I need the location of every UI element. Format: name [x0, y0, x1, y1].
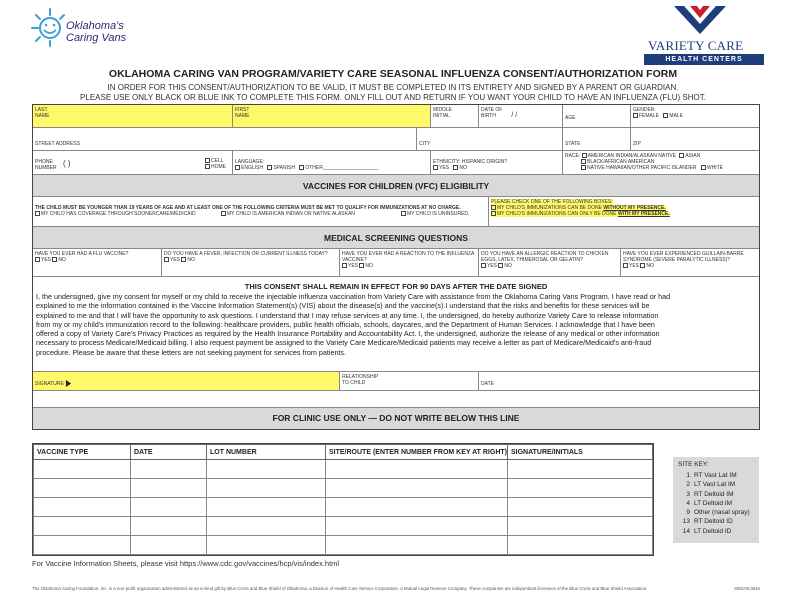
- last-name-label-2: NAME: [35, 113, 50, 119]
- table-cell[interactable]: [207, 460, 326, 479]
- first-name-field[interactable]: [233, 105, 431, 128]
- screening-q5: [621, 249, 759, 277]
- screening-q3: [340, 249, 479, 277]
- site-key-label: Other (nasal spray): [694, 509, 750, 517]
- footer: [32, 586, 760, 591]
- vfc-band: VACCINES FOR CHILDREN (VFC) ELIGIBILITY: [33, 175, 759, 197]
- gender-label: GENDER:: [633, 107, 656, 113]
- other-language-checkbox[interactable]: [299, 165, 304, 170]
- table-cell[interactable]: [131, 517, 207, 536]
- first-name-label-1: FIRST: [235, 107, 250, 113]
- language-label: LANGUAGE:: [235, 159, 265, 165]
- middle-label-2: INITIAL: [433, 113, 450, 119]
- race-asian-label: ASIAN: [685, 153, 701, 159]
- race-nh-checkbox[interactable]: [581, 165, 586, 170]
- q5-yes-label: YES: [629, 263, 640, 269]
- q5-no-checkbox[interactable]: [640, 263, 645, 268]
- screening-band: MEDICAL SCREENING QUESTIONS: [33, 227, 759, 249]
- race-black-label: BLACK/AFRICAN AMERICAN: [587, 159, 655, 165]
- signature-date-field[interactable]: [479, 371, 759, 391]
- with-presence-checkbox[interactable]: [491, 211, 496, 216]
- q1-no-label: NO: [58, 257, 66, 263]
- table-cell[interactable]: [326, 498, 508, 517]
- col-date: DATE: [131, 445, 207, 460]
- q1-yes-label: YES: [41, 257, 52, 263]
- signature-arrow-icon: [65, 380, 72, 387]
- form-title: OKLAHOMA CARING VAN PROGRAM/VARIETY CARE SEASONAL INFLUENZA CONSENT/AUTHORIZATION FORM: [108, 68, 678, 80]
- table-cell[interactable]: [131, 460, 207, 479]
- site-key-item: [678, 481, 754, 490]
- table-cell[interactable]: [34, 517, 131, 536]
- table-cell[interactable]: [34, 498, 131, 517]
- q4-no-label: NO: [504, 263, 512, 269]
- last-name-label-1: LAST: [35, 107, 48, 113]
- consent-body: [36, 292, 758, 357]
- screening-q2: [162, 249, 340, 277]
- table-cell[interactable]: [34, 460, 131, 479]
- table-row: [34, 479, 653, 498]
- table-cell[interactable]: [326, 536, 508, 555]
- q3-no-label: NO: [365, 263, 373, 269]
- q3-yes-checkbox[interactable]: [342, 263, 347, 268]
- screening-q5-text: HAVE YOU EVER EXPERIENCED GUILLAIN-BARRE SYNDROME (SEVERE PARALYTIC ILLNESS)?: [623, 251, 744, 263]
- site-key: [673, 457, 759, 543]
- screening-q4-text: DO YOU HAVE AN ALLERGIC REACTION TO CHICKEN EGGS, LATEX, THIMEROSAL OR GELATIN?: [481, 251, 609, 263]
- table-cell[interactable]: [34, 479, 131, 498]
- language-field: [233, 151, 431, 175]
- vfc-native-label: MY CHILD IS AMERICAN INDIAN OR NATIVE ALASKAN: [227, 211, 355, 217]
- site-key-num: 3: [686, 490, 690, 498]
- date-of-birth-field[interactable]: [479, 105, 563, 128]
- signature-label: SIGNATURE: [35, 380, 64, 387]
- consent-line-3: explained to me and that I will have the opportunity to ask questions. I understand that I may refuse services at any time. I, the undersigned, do hereby authorize Variety Care to release information: [36, 310, 659, 320]
- q2-no-checkbox[interactable]: [181, 257, 186, 262]
- hispanic-no-label: NO: [459, 165, 467, 171]
- ethnicity-label: ETHNICITY: HISPANIC ORIGIN?: [433, 159, 508, 165]
- vfc-uninsured-checkbox[interactable]: [401, 211, 406, 216]
- phone-area-code: ( ): [63, 159, 71, 168]
- city-label: CITY: [419, 141, 431, 147]
- home-checkbox[interactable]: [205, 164, 210, 169]
- race-black-checkbox[interactable]: [581, 159, 586, 164]
- vaccine-table: [32, 443, 654, 556]
- phone-label-2: NUMBER: [35, 165, 57, 171]
- site-key-title: SITE KEY:: [678, 461, 709, 468]
- col-lot-number: LOT NUMBER: [207, 445, 326, 460]
- table-cell[interactable]: [508, 517, 653, 536]
- oc-logo-line2: Caring Vans: [66, 32, 127, 44]
- site-key-item: [678, 509, 754, 518]
- hispanic-yes-label: YES: [439, 165, 450, 171]
- spanish-checkbox[interactable]: [267, 165, 272, 170]
- vfc-uninsured-label: MY CHILD IS UNINSURED.: [407, 211, 470, 217]
- col-signature: SIGNATURE/INITIALS: [508, 445, 653, 460]
- q5-yes-checkbox[interactable]: [623, 263, 628, 268]
- state-label: STATE: [565, 141, 581, 147]
- table-cell[interactable]: [326, 460, 508, 479]
- variety-care-logo: [640, 2, 770, 64]
- screening-q4: [479, 249, 621, 277]
- q2-yes-checkbox[interactable]: [164, 257, 169, 262]
- site-key-label: LT Deltoid IM: [694, 499, 733, 507]
- q2-yes-label: YES: [170, 257, 181, 263]
- presence-field: [489, 197, 759, 227]
- zip-label: ZIP: [633, 141, 641, 147]
- other-language-label: OTHER____________________: [305, 165, 379, 171]
- vfc-medicaid-checkbox[interactable]: [35, 211, 40, 216]
- age-label: AGE: [565, 115, 576, 121]
- table-cell[interactable]: [508, 460, 653, 479]
- vfc-criteria: [33, 197, 489, 227]
- screening-q3-text: HAVE YOU EVER HAD A REACTION TO THE INFLUENZA VACCINE?: [342, 251, 475, 263]
- middle-initial-field[interactable]: [431, 105, 479, 128]
- screening-q1: [33, 249, 162, 277]
- variety-care-mark-icon: [670, 2, 730, 36]
- col-vaccine-type: VACCINE TYPE: [34, 445, 131, 460]
- consent-line-2: explained to me the information contained in the Vaccine Information Statement(s) (VIS) about the disease(s) and the vaccine(s).I understand that the risks and benefits for these services will be: [36, 301, 650, 311]
- zip-field[interactable]: [631, 128, 759, 151]
- site-key-label: LT Deltoid ID: [694, 527, 732, 535]
- smiley-sun-icon: [30, 6, 70, 48]
- site-key-label: RT Deltoid ID: [694, 518, 733, 526]
- middle-label-1: MIDDLE: [433, 107, 452, 113]
- q5-no-label: NO: [646, 263, 654, 269]
- vc-logo-name: VARIETY CARE: [648, 38, 744, 53]
- english-label: ENGLISH: [241, 165, 263, 171]
- female-checkbox[interactable]: [633, 113, 638, 118]
- table-row: [34, 498, 653, 517]
- table-cell[interactable]: [326, 517, 508, 536]
- race-label: RACE:: [565, 153, 581, 159]
- relationship-label-1: RELATIONSHIP: [342, 374, 379, 380]
- page-header: [0, 0, 786, 68]
- english-checkbox[interactable]: [235, 165, 240, 170]
- vfc-native-checkbox[interactable]: [221, 211, 226, 216]
- table-cell[interactable]: [207, 479, 326, 498]
- q2-no-label: NO: [187, 257, 195, 263]
- site-key-label: RT Deltoid IM: [694, 490, 734, 498]
- consent-line-7: procedure. Please be aware that these letters are not seeking payment for services from patients.: [36, 347, 347, 357]
- signature-field[interactable]: [33, 371, 340, 391]
- q3-yes-label: YES: [348, 263, 359, 269]
- table-cell[interactable]: [508, 536, 653, 555]
- cell-label: CELL: [211, 158, 224, 164]
- female-label: FEMALE: [639, 113, 660, 119]
- site-key-num: 4: [686, 499, 690, 507]
- consent-form: [32, 104, 760, 430]
- table-cell[interactable]: [207, 517, 326, 536]
- phone-label-1: PHONE: [35, 159, 53, 165]
- state-field[interactable]: [563, 128, 631, 151]
- race-nh-label: NATIVE HAWAIIAN/OTHER PACIFIC ISLANDER: [587, 165, 697, 171]
- male-label: MALE: [669, 113, 684, 119]
- with-presence-label: MY CHILD'S IMMUNIZATIONS CAN ONLY BE DONE: [497, 211, 617, 217]
- site-key-item: [678, 518, 754, 527]
- screening-q2-text: DO YOU HAVE A FEVER, INFECTION OR CURRENT ILLNESS TODAY?: [164, 251, 328, 257]
- street-address-field[interactable]: [33, 128, 417, 151]
- screening-q1-text: HAVE YOU EVER HAD A FLU VACCINE?: [35, 251, 129, 257]
- with-presence-emph: WITH MY PRESENCE.: [617, 211, 670, 217]
- without-presence-emph: WITHOUT MY PRESENCE.: [603, 205, 666, 211]
- vis-note: For Vaccine Information Sheets, please visit https://www.cdc.gov/vaccines/hcp/vis/index.html: [32, 559, 340, 568]
- race-field: [563, 151, 759, 175]
- table-cell[interactable]: [131, 479, 207, 498]
- q3-no-checkbox[interactable]: [359, 263, 364, 268]
- gender-field: [631, 105, 759, 128]
- street-label: STREET ADDRESS: [35, 141, 80, 147]
- site-key-num: 14: [682, 527, 690, 535]
- race-asian-checkbox[interactable]: [679, 153, 684, 158]
- consent-line-4: from my or my child's immunization record to the following: healthcare providers, public health officials, schools, daycares, and the Department of Human Services. I acknowledge that I have been: [36, 319, 655, 329]
- site-key-label: RT Vast Lat IM: [694, 472, 737, 479]
- ethnicity-field: [431, 151, 563, 175]
- q1-no-checkbox[interactable]: [52, 257, 57, 262]
- blank-row: [33, 391, 759, 408]
- consent-line-5: offered a copy of Variety Care's Privacy Practices as required by the Health Insurance Portability and Accountability Act. I, the undersigned, authorize the release of any medical or other information: [36, 329, 660, 339]
- site-key-item: [678, 472, 754, 481]
- table-cell[interactable]: [508, 498, 653, 517]
- table-cell[interactable]: [207, 498, 326, 517]
- table-cell[interactable]: [326, 479, 508, 498]
- site-key-num: 1: [686, 472, 690, 479]
- consent-title: THIS CONSENT SHALL REMAIN IN EFFECT FOR 90 DAYS AFTER THE DATE SIGNED: [244, 282, 548, 291]
- relationship-label-2: TO CHILD: [342, 380, 366, 386]
- site-key-label: LT Vast Lat IM: [694, 481, 736, 489]
- hispanic-no-checkbox[interactable]: [453, 165, 458, 170]
- table-cell[interactable]: [207, 536, 326, 555]
- home-label: HOME: [211, 164, 226, 170]
- q1-yes-checkbox[interactable]: [35, 257, 40, 262]
- col-site-route: SITE/ROUTE (ENTER NUMBER FROM KEY AT RIGHT): [326, 445, 508, 460]
- form-instructions-2: PLEASE USE ONLY BLACK OR BLUE INK TO COMPLETE THIS FORM. ONLY FILL OUT AND RETURN IF YOU WANT YOUR CHILD TO HAVE AN INFLUENZA (FLU) SHOT.: [80, 93, 706, 102]
- consent-line-6: necessary to process Medicare/Medicaid billing. I also request payment be assigned to the Variety Care Medicare/Medicaid patients may receive a letter as part of Medicare/Medicaid's anti-fraud: [36, 338, 652, 348]
- form-instructions-1: IN ORDER FOR THIS CONSENT/AUTHORIZATION TO BE VALID, IT MUST BE COMPLETED IN ITS ENTIRETY AND SIGNED BY A PARENT OR GUARDIAN.: [107, 83, 679, 92]
- site-key-num: 9: [686, 509, 690, 517]
- hispanic-yes-checkbox[interactable]: [433, 165, 438, 170]
- table-row: [34, 460, 653, 479]
- q4-no-checkbox[interactable]: [498, 263, 503, 268]
- table-cell[interactable]: [131, 498, 207, 517]
- oklahoma-caring-vans-logo: [30, 6, 140, 50]
- footer-text: The Oklahoma Caring Foundation, Inc. is a non-profit organization administered as an in-kind gift by Blue Cross and Blue Shield of Oklahoma, a Division of Health Care Service Corporation, a Mutual Legal Reserve Company. These companies are independent licensees of the Blue Cross and Blue Shield Association.: [32, 586, 648, 591]
- site-key-item: [678, 528, 754, 537]
- vfc-criteria-text: THE CHILD MUST BE YOUNGER THAN 19 YEARS OF AGE AND AT LEAST ONE OF THE FOLLOWING CRITERIA MUST BE MET TO QUALIFY FOR IMMUNIZATIONS AT NO CHARGE.: [35, 205, 461, 211]
- clinic-use-band: FOR CLINIC USE ONLY — DO NOT WRITE BELOW THIS LINE: [33, 408, 759, 429]
- city-field[interactable]: [417, 128, 563, 151]
- last-name-field[interactable]: [33, 105, 233, 128]
- without-presence-label: MY CHILD'S IMMUNIZATIONS CAN BE DONE: [497, 205, 602, 211]
- age-field[interactable]: [563, 105, 631, 128]
- signature-date-label: DATE: [481, 381, 494, 387]
- vfc-medicaid-label: MY CHILD HAS COVERAGE THROUGH SOONERCARE/MEDICAID: [41, 211, 196, 217]
- race-ai-label: AMERICAN INDIAN/ALASKAN NATIVE: [587, 153, 676, 159]
- dob-label-1: DATE OF: [481, 107, 503, 113]
- consent-line-1: I, the undersigned, give my consent for myself or my child to receive the injectable influenza vaccination from Variety Care with assistance from the Oklahoma Caring Vans Program. I have read or had: [36, 292, 671, 301]
- q4-yes-checkbox[interactable]: [481, 263, 486, 268]
- table-row: [34, 536, 653, 555]
- presence-title: PLEASE CHECK ONE OF THE FOLLOWING BOXES:: [491, 199, 613, 205]
- table-cell[interactable]: [131, 536, 207, 555]
- relationship-field[interactable]: [340, 371, 479, 391]
- site-key-num: 2: [686, 481, 690, 489]
- site-key-item: [678, 500, 754, 509]
- site-key-item: [678, 491, 754, 500]
- first-name-label-2: NAME: [235, 113, 250, 119]
- phone-field[interactable]: [33, 151, 233, 175]
- race-white-checkbox[interactable]: [701, 165, 706, 170]
- oc-logo-line1: Oklahoma's: [66, 20, 124, 32]
- table-row: [34, 517, 653, 536]
- site-key-num: 13: [682, 518, 690, 526]
- race-ai-checkbox[interactable]: [582, 153, 587, 158]
- race-white-label: WHITE: [706, 165, 723, 171]
- spanish-label: SPANISH: [273, 165, 295, 171]
- dob-separator: / /: [511, 112, 518, 119]
- table-cell[interactable]: [508, 479, 653, 498]
- without-presence-checkbox[interactable]: [491, 205, 496, 210]
- footer-code: 605106.0516: [734, 586, 760, 591]
- vc-logo-sub: HEALTH CENTERS: [644, 54, 764, 65]
- q4-yes-label: YES: [487, 263, 498, 269]
- dob-label-2: BIRTH: [481, 113, 496, 119]
- cell-checkbox[interactable]: [205, 158, 210, 163]
- table-cell[interactable]: [34, 536, 131, 555]
- male-checkbox[interactable]: [663, 113, 668, 118]
